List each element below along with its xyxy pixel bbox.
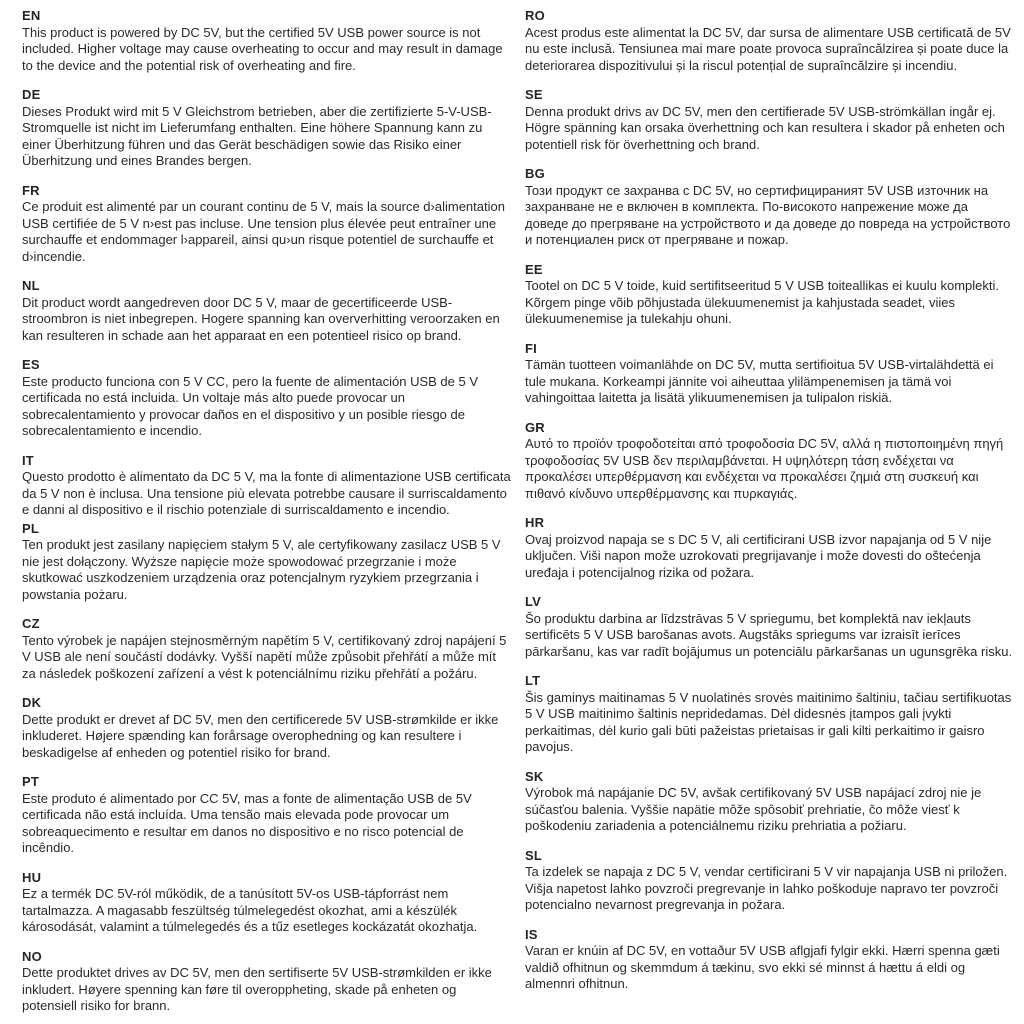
language-section	[22, 87, 511, 170]
safety-notice-text: Αυτό το προϊόν τροφοδοτείται από τροφοδοσία DC 5V, αλλά η πιστοποιημένη πηγή τροφοδοσίας 5V USB δεν περιλαμβάνεται. Η υψηλότερη τάση ενδέχεται να προκαλέσει υπερθέρμανση και ενδέχεται να προκαλέσει ζημιά στη συσκευή και πιθανό κίνδυνο υπερθέρμανσης και πυρκαγιάς.	[525, 436, 1004, 501]
language-code-label: NL	[22, 278, 40, 293]
language-code-label: FR	[22, 182, 40, 198]
safety-notice-text: Dette produkt er drevet af DC 5V, men den certificerede 5V USB-strømkilde er ikke inkluderet. Højere spænding kan forårsage overophedning og kan resultere i beskadigelse af enheden og potentiel risiko for brand.	[22, 711, 499, 760]
safety-notice-text: Ovaj proizvod napaja se s DC 5 V, ali certificirani USB izvor napajanja od 5 V nije uključen. Viši napon može uzrokovati pregrijavanje i može dovesti do oštećenja uređaja i potencijalnog rizika od požara.	[525, 531, 992, 580]
language-section	[22, 870, 511, 936]
language-section	[22, 949, 511, 1015]
safety-notice-text: Ten produkt jest zasilany napięciem stałym 5 V, ale certyfikowany zasilacz USB 5 V nie jest dołączony. Wyższe napięcie może spowodować przegrzanie i może skutkować uszkodzeniem urządzenia oraz potencjalnym ryzykiem przegrzania i powstania pożaru.	[22, 537, 501, 602]
language-section	[525, 927, 1014, 993]
language-code-label: EE	[525, 261, 543, 277]
language-section	[525, 673, 1014, 756]
language-code-label: HU	[22, 869, 42, 885]
language-code-label: ES	[22, 357, 40, 372]
language-code-label: SL	[525, 847, 543, 863]
safety-notice-text: Tento výrobek je napájen stejnosměrným napětím 5 V, certifikovaný zdroj napájení 5 V USB ale není součástí dodávky. Vyšší napětí může způsobit přehřátí a může mít za následek poškození zařízení a vést k potenciálnímu riziku přehřátí a požáru.	[22, 632, 507, 681]
language-section	[22, 278, 511, 344]
safety-notice-text: Acest produs este alimentat la DC 5V, dar sursa de alimentare USB certificată de 5V nu este inclusă. Tensiunea mai mare poate provoca supraîncălzirea și poate duce la deteriorarea dispozitivului și la riscul potențial de supraîncălzire și incendiu.	[525, 24, 1011, 73]
language-section	[525, 341, 1014, 407]
left-column	[22, 8, 511, 1018]
language-code-label: LV	[525, 594, 542, 609]
safety-notice-text: Šis gaminys maitinamas 5 V nuolatinės srovės maitinimo šaltiniu, tačiau sertifikuotas 5 V USB maitinimo šaltinis nepridedamas. Dėl didesnės įtampos gali įvykti perkaitimas, dėl kurio gali būti pažeistas prietaisas ir gali kilti perkaitimo ir gaisro pavojus.	[525, 689, 1012, 754]
language-code-label: PT	[22, 774, 40, 789]
language-code-label: CZ	[22, 616, 40, 631]
language-code-label: DK	[22, 695, 42, 710]
language-code-label: IS	[525, 926, 538, 942]
safety-notice-text: Šo produktu darbina ar līdzstrāvas 5 V spriegumu, bet komplektā nav iekļauts sertificēts 5 V USB barošanas avots. Augstāks spriegums var izraisīt ierīces pārkaršanu, kas var radīt bojājumus un potenciālu pārkaršanas un ugunsgrēka risku.	[525, 610, 1013, 659]
language-code-label: SE	[525, 87, 543, 102]
language-section	[525, 87, 1014, 153]
language-code-label: EN	[22, 8, 41, 23]
language-section	[22, 8, 511, 74]
safety-notice-text: Výrobok má napájanie DC 5V, avšak certifikovaný 5V USB napájací zdroj nie je súčasťou balenia. Vyššie napätie môže spôsobiť prehriatie, čo môže viesť k poškodeniu zariadenia a potenciálnemu riziku prehriatia a požiaru.	[525, 785, 982, 833]
safety-notice-text: This product is powered by DC 5V, but the certified 5V USB power source is not included. Higher voltage may cause overheating to occur and may result in damage to the device and the potential risk of overheating and fire.	[22, 24, 503, 73]
safety-notice-text: Dieses Produkt wird mit 5 V Gleichstrom betrieben, aber die zertifizierte 5-V-USB-Stromquelle ist nicht im Lieferumfang enthalten. Eine höhere Spannung kann zu einer Überhitzung führen und das Gerät beschädigen sowie das Risiko einer Überhitzung und eines Brandes bergen.	[22, 103, 492, 168]
language-code-label: BG	[525, 166, 545, 181]
language-code-label: HR	[525, 515, 545, 530]
language-section	[525, 848, 1014, 914]
safety-notice-text: Tootel on DC 5 V toide, kuid sertifitseeritud 5 V USB toiteallikas ei kuulu komplekti. Kõrgem pinge võib põhjustada ülekuumenemist ja kahjustada seadet, viies ülekuumenemise ja tulekahju ohuni.	[525, 278, 1000, 326]
safety-notice-text: Este producto funciona con 5 V CC, pero la fuente de alimentación USB de 5 V certificada no está incluida. Un voltaje más alto puede provocar un sobrecalentamiento y provocar daños en el dispositivo y un posible riesgo de sobrecalentamiento e incendio.	[22, 373, 478, 438]
language-section	[22, 774, 511, 857]
safety-notice-text: Questo prodotto è alimentato da DC 5 V, ma la fonte di alimentazione USB certificata da 5 V non è inclusa. Una tensione più elevata potrebbe causare il surriscaldamento e danni al dispositivo e il rischio potenziale di surriscaldamento e incendio.	[22, 469, 511, 517]
language-section	[525, 515, 1014, 581]
language-section	[525, 594, 1014, 660]
language-section	[22, 453, 511, 519]
safety-notice-text: Denna produkt drivs av DC 5V, men den certifierade 5V USB-strömkällan ingår ej. Högre spänning kan orsaka överhettning och kan resultera i skador på enheten och potentiell risk för överhettning och brand.	[525, 103, 1005, 152]
safety-notice-text: Ez a termék DC 5V-ról működik, de a tanúsított 5V-os USB-tápforrást nem tartalmazza. A magasabb feszültség túlmelegedést okozhat, ami a készülék károsodását, valamint a túlmelegedés és a tűz esetleges kockázatát okozhatja.	[22, 886, 478, 934]
safety-notice-text: Dit product wordt aangedreven door DC 5 V, maar de gecertificeerde USB-stroombron is niet inbegrepen. Hogere spanning kan oververhitting veroorzaken en kan resulteren in schade aan het apparaat en een potentieel risico op brand.	[22, 294, 500, 343]
right-column	[525, 8, 1014, 1018]
language-code-label: FI	[525, 340, 537, 356]
language-section	[22, 183, 511, 266]
safety-notice-text: Този продукт се захранва с DC 5V, но сертифицираният 5V USB източник на захранване не е включен в комплекта. По-високото напрежение може да доведе до прегряване на устройството и да доведе до повреда на устройството и потенциален риск от прегряване и пожар.	[525, 182, 1011, 247]
language-code-label: GR	[525, 419, 545, 435]
safety-notice-text: Ta izdelek se napaja z DC 5 V, vendar certificirani 5 V vir napajanja USB ni priložen. Višja napetost lahko povzroči pregrevanje in lahko poškoduje napravo ter povzroči potencialno nevarnost pregrevanja in požara.	[525, 864, 1008, 912]
language-section	[525, 166, 1014, 249]
language-section	[22, 357, 511, 440]
safety-notice-text: Dette produktet drives av DC 5V, men den sertifiserte 5V USB-strømkilden er ikke inkludert. Høyere spenning kan føre til overoppheting, skade på enheten og potensiell risiko for brann.	[22, 965, 492, 1013]
language-section	[525, 420, 1014, 503]
language-section	[525, 769, 1014, 835]
language-code-label: SK	[525, 768, 544, 784]
language-code-label: IT	[22, 452, 34, 468]
language-section	[22, 521, 511, 604]
safety-notice-text: Ce produit est alimenté par un courant continu de 5 V, mais la source d›alimentation USB certifiée de 5 V n›est pas incluse. Une tension plus élevée peut entraîner une surchauffe et endommager l›appareil, ainsi qu›un risque potentiel de surchauffe et d›incendie.	[22, 199, 505, 264]
language-code-label: DE	[22, 87, 41, 102]
language-code-label: RO	[525, 8, 545, 23]
language-code-label: LT	[525, 673, 541, 688]
safety-notice-text: Tämän tuotteen voimanlähde on DC 5V, mutta sertifioitua 5V USB-virtalähdettä ei tule mukana. Korkeampi jännite voi aiheuttaa ylilämpenemisen ja tämä voi vahingoittaa laitetta ja lisätä ylikuumenemisen ja tulipalon riskiä.	[525, 357, 994, 405]
language-section	[525, 262, 1014, 328]
language-section	[22, 616, 511, 682]
safety-notice-text: Este produto é alimentado por CC 5V, mas a fonte de alimentação USB de 5V certificada não está incluída. Uma tensão mais elevada pode provocar um sobreaquecimento e resultar em danos no dispositivo e no risco potencial de incêndio.	[22, 790, 472, 855]
language-section	[525, 8, 1014, 74]
language-section	[22, 695, 511, 761]
safety-notice-text: Varan er knúin af DC 5V, en vottaður 5V USB aflgjafi fylgir ekki. Hærri spenna gæti valdið ofhitnun og skemmdum á tækinu, svo ekki sé minnst á hættu á eldi og almennri ofhitnun.	[525, 943, 1000, 991]
language-code-label: PL	[22, 520, 40, 536]
language-code-label: NO	[22, 948, 42, 964]
